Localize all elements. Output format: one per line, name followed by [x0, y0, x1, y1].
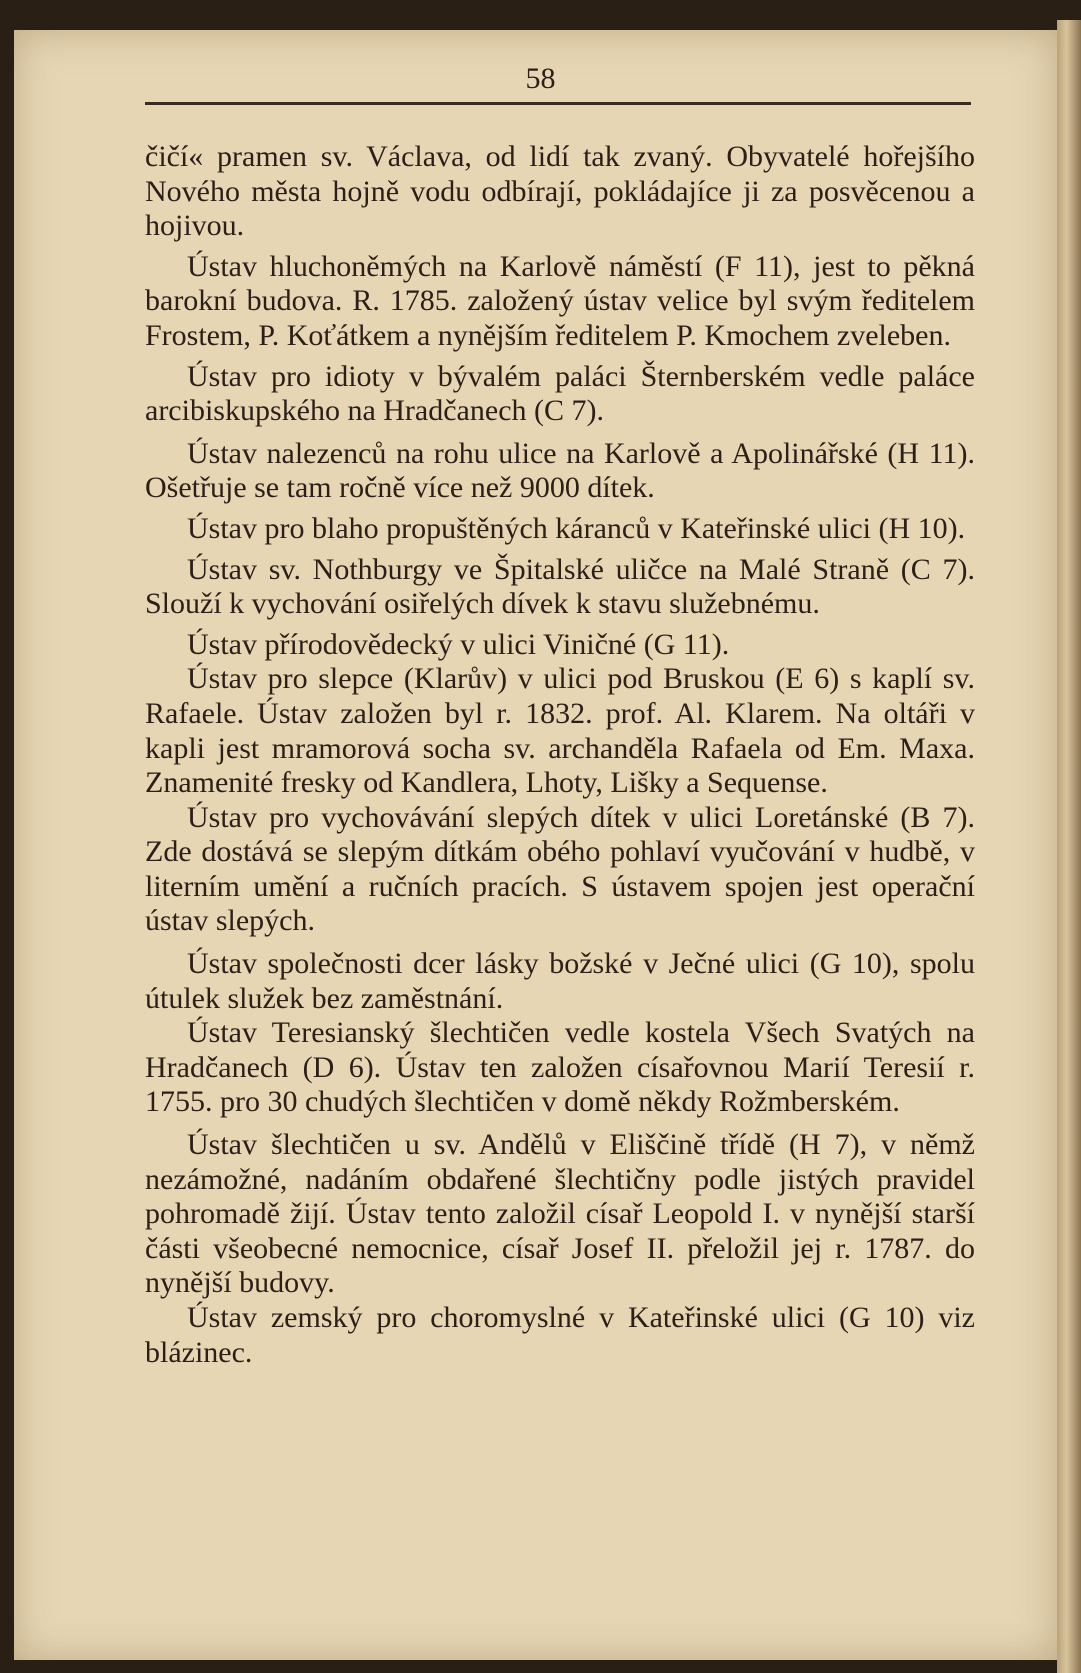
paragraph-1: čičí« pramen sv. Václava, od lidí tak zvaný. Obyvatelé hořejšího Nového města hojně vodu odbírají, pokládajíce ji za posvěcenou a hojivou. — [145, 140, 975, 243]
paragraph-13: Ústav zemský pro choromyslné v Kateřinské ulici (G 10) viz blázinec. — [145, 1301, 975, 1369]
paragraph-2: Ústav hluchoněmých na Karlově náměstí (F 11), jest to pěkná barokní budova. R. 1785. založený ústav velice byl svým ředitelem Frostem, P. Koťátkem a nynějším ředitelem P. Kmochem zveleben. — [145, 249, 975, 352]
paragraph-9: Ústav pro vychovávání slepých dítek v ulici Loretánské (B 7). Zde dostává se slepým dítkám obého pohlaví vyučování v hudbě, v literním umění a ručních pracích. S ústavem spojen jest operační ústav slepých. — [145, 800, 975, 938]
paragraph-8: Ústav pro slepce (Klarův) v ulici pod Bruskou (E 6) s kaplí sv. Rafaele. Ústav založen byl r. 1832. prof. Al. Klarem. Na oltáři v kapli jest mramorová socha sv. archanděla Rafaela od Em. Maxa. Znamenité fresky od Kandlera, Lhoty, Lišky a Sequense. — [145, 662, 975, 800]
paragraph-4: Ústav nalezenců na rohu ulice na Karlově a Apolinářské (H 11). Ošetřuje se tam ročně více než 9000 dítek. — [145, 436, 975, 505]
page-text — [145, 140, 975, 1370]
paragraph-6: Ústav sv. Nothburgy ve Špitalské uličce na Malé Straně (C 7). Slouží k vychování osiřelých dívek k stavu služebnému. — [145, 552, 975, 621]
paragraph-10: Ústav společnosti dcer lásky božské v Ječné ulici (G 10), spolu útulek služek bez zaměstnání. — [145, 947, 975, 1015]
page-edge — [1057, 20, 1081, 1673]
paragraph-12: Ústav šlechtičen u sv. Andělů v Eliščině třídě (H 7), v němž nezámožné, nadáním obdařené šlechtičny podle jistých pravidel pohromadě žijí. Ústav tento založil císař Leopold I. v nynější starší části všeobecné nemocnice, císař Josef II. přeložil jej r. 1787. do nynější budovy. — [145, 1128, 975, 1300]
paragraph-7: Ústav přírodovědecký v ulici Viničné (G 11). — [187, 627, 730, 661]
paragraph-3: Ústav pro idioty v bývalém paláci Šternberském vedle paláce arcibiskupského na Hradčanech (C 7). — [145, 359, 975, 428]
paragraph-11: Ústav Teresianský šlechtičen vedle kostela Všech Svatých na Hradčanech (D 6). Ústav ten založen císařovnou Marií Teresií r. 1755. pro 30 chudých šlechtičen v domě někdy Rožmberském. — [145, 1016, 975, 1119]
header-rule — [145, 102, 971, 105]
paragraph-5: Ústav pro blaho propuštěných káranců v Kateřinské ulici (H 10). — [187, 511, 966, 545]
page-number: 58 — [525, 62, 556, 95]
